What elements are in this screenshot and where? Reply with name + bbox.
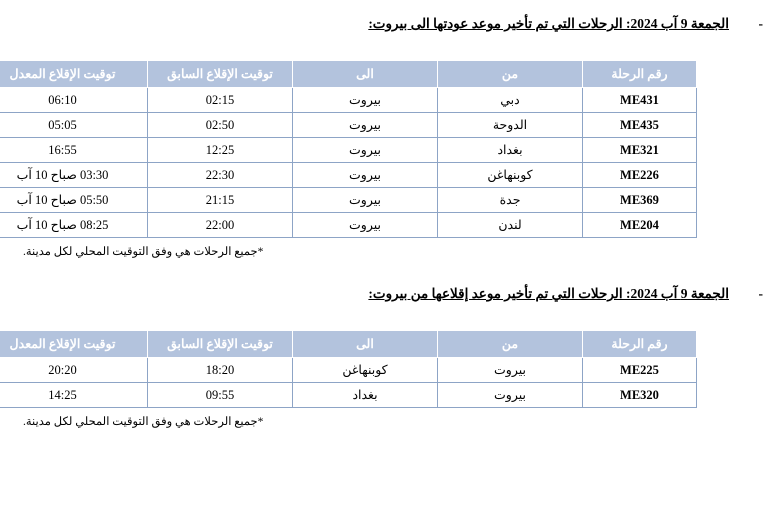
table-row — [0, 138, 697, 163]
column-header-to: الى — [293, 331, 438, 358]
cell-previous-time: 02:15 — [148, 88, 293, 113]
cell-revised-time: 05:50 صباح 10 آب — [0, 188, 148, 213]
cell-flight-number: ME204 — [583, 213, 697, 238]
cell-previous-time: 02:50 — [148, 113, 293, 138]
top-spacer — [0, 0, 781, 14]
cell-from: دبي — [438, 88, 583, 113]
cell-from: لندن — [438, 213, 583, 238]
cell-previous-time: 22:30 — [148, 163, 293, 188]
cell-from: بيروت — [438, 358, 583, 383]
section-1-bullet: - — [758, 16, 763, 31]
section-2-table-wrap — [0, 330, 781, 408]
cell-previous-time: 12:25 — [148, 138, 293, 163]
table-row — [0, 358, 697, 383]
section-1-heading — [0, 14, 781, 34]
cell-previous-time: 18:20 — [148, 358, 293, 383]
table-row — [0, 88, 697, 113]
spacer-after-heading-1 — [0, 34, 781, 60]
cell-previous-time: 22:00 — [148, 213, 293, 238]
flights-table-departing — [0, 330, 697, 408]
column-header-flight-number: رقم الرحلة — [583, 331, 697, 358]
cell-to: كوبنهاغن — [293, 358, 438, 383]
cell-revised-time: 03:30 صباح 10 آب — [0, 163, 148, 188]
cell-from: بغداد — [438, 138, 583, 163]
table-row — [0, 113, 697, 138]
cell-from: الدوحة — [438, 113, 583, 138]
cell-from: بيروت — [438, 383, 583, 408]
column-header-previous-time: توقيت الإقلاع السابق — [148, 331, 293, 358]
table-row — [0, 213, 697, 238]
column-header-from: من — [438, 61, 583, 88]
column-header-previous-time: توقيت الإقلاع السابق — [148, 61, 293, 88]
cell-to: بيروت — [293, 188, 438, 213]
section-2-title: الجمعة 9 آب 2024: الرحلات التي تم تأخير موعد إقلاعها من بيروت: — [368, 286, 729, 301]
cell-flight-number: ME431 — [583, 88, 697, 113]
column-header-revised-time: توقيت الإقلاع المعدل — [0, 61, 148, 88]
table-row — [0, 163, 697, 188]
cell-flight-number: ME320 — [583, 383, 697, 408]
cell-revised-time: 06:10 — [0, 88, 148, 113]
column-header-to: الى — [293, 61, 438, 88]
cell-to: بيروت — [293, 88, 438, 113]
cell-to: بيروت — [293, 163, 438, 188]
table-header-row — [0, 61, 697, 88]
cell-revised-time: 20:20 — [0, 358, 148, 383]
flights-table-returning — [0, 60, 697, 238]
table-row — [0, 383, 697, 408]
cell-flight-number: ME225 — [583, 358, 697, 383]
section-1-footnote: *جميع الرحلات هي وفق التوقيت المحلي لكل مدينة. — [23, 246, 264, 258]
table-row — [0, 188, 697, 213]
section-1-table-wrap — [0, 60, 781, 238]
section-2-footnote: *جميع الرحلات هي وفق التوقيت المحلي لكل مدينة. — [23, 416, 264, 428]
cell-flight-number: ME321 — [583, 138, 697, 163]
spacer-after-heading-2 — [0, 304, 781, 330]
section-1-title: الجمعة 9 آب 2024: الرحلات التي تم تأخير موعد عودتها الى بيروت: — [368, 16, 729, 31]
cell-to: بيروت — [293, 113, 438, 138]
cell-flight-number: ME369 — [583, 188, 697, 213]
cell-flight-number: ME226 — [583, 163, 697, 188]
cell-revised-time: 16:55 — [0, 138, 148, 163]
cell-revised-time: 08:25 صباح 10 آب — [0, 213, 148, 238]
column-header-from: من — [438, 331, 583, 358]
section-2-heading — [0, 284, 781, 304]
column-header-revised-time: توقيت الإقلاع المعدل — [0, 331, 148, 358]
cell-previous-time: 09:55 — [148, 383, 293, 408]
cell-from: كوبنهاغن — [438, 163, 583, 188]
cell-flight-number: ME435 — [583, 113, 697, 138]
cell-revised-time: 05:05 — [0, 113, 148, 138]
section-2-bullet: - — [758, 286, 763, 301]
spacer-between-sections — [0, 258, 781, 284]
cell-to: بيروت — [293, 138, 438, 163]
table-header-row — [0, 331, 697, 358]
cell-to: بغداد — [293, 383, 438, 408]
cell-from: جدة — [438, 188, 583, 213]
cell-previous-time: 21:15 — [148, 188, 293, 213]
column-header-flight-number: رقم الرحلة — [583, 61, 697, 88]
cell-to: بيروت — [293, 213, 438, 238]
cell-revised-time: 14:25 — [0, 383, 148, 408]
